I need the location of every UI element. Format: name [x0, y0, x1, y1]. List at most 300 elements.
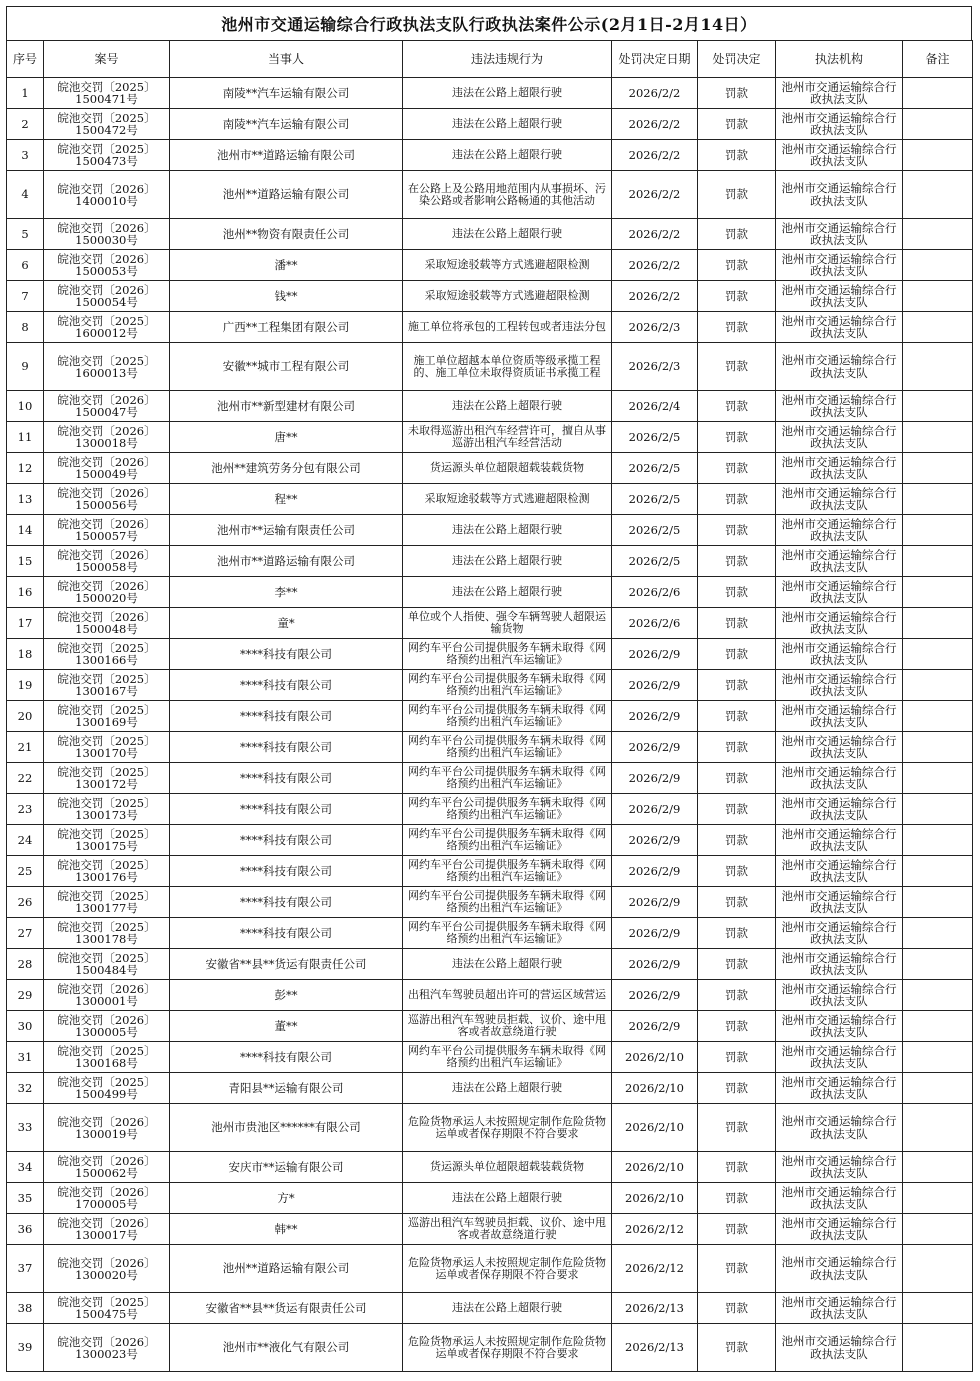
cell-date: 2026/2/9 [612, 732, 698, 763]
cell-violation: 危险货物承运人未按照规定制作危险货物运单或者保存期限不符合要求 [403, 1245, 612, 1293]
cell-party: 池州市**道路运输有限公司 [170, 546, 403, 577]
cell-case-no: 皖池交罚〔2025〕1300177号 [44, 887, 170, 918]
cell-agency: 池州市交通运输综合行政执法支队 [776, 825, 903, 856]
cell-note [903, 825, 973, 856]
cell-agency: 池州市交通运输综合行政执法支队 [776, 856, 903, 887]
cell-violation: 未取得巡游出租汽车经营许可，擅自从事巡游出租汽车经营活动 [403, 422, 612, 453]
cell-party: 李** [170, 577, 403, 608]
cell-date: 2026/2/9 [612, 825, 698, 856]
cell-party: 安徽省**县**货运有限责任公司 [170, 1293, 403, 1324]
cell-seq: 19 [7, 670, 44, 701]
cell-date: 2026/2/13 [612, 1324, 698, 1372]
cell-agency: 池州市交通运输综合行政执法支队 [776, 515, 903, 546]
cell-case-no: 皖池交罚〔2026〕1300020号 [44, 1245, 170, 1293]
cell-violation: 货运源头单位超限超载装载货物 [403, 453, 612, 484]
cell-seq: 6 [7, 250, 44, 281]
table-row [7, 1104, 973, 1152]
cell-note [903, 1324, 973, 1372]
cell-agency: 池州市交通运输综合行政执法支队 [776, 918, 903, 949]
cell-date: 2026/2/9 [612, 639, 698, 670]
cell-note [903, 1042, 973, 1073]
cell-agency: 池州市交通运输综合行政执法支队 [776, 484, 903, 515]
cell-note [903, 391, 973, 422]
cell-date: 2026/2/6 [612, 608, 698, 639]
header-row [7, 41, 973, 78]
cell-decision: 罚款 [698, 949, 776, 980]
cell-note [903, 140, 973, 171]
cell-date: 2026/2/9 [612, 856, 698, 887]
cell-decision: 罚款 [698, 109, 776, 140]
cell-seq: 22 [7, 763, 44, 794]
table-row [7, 763, 973, 794]
cell-date: 2026/2/9 [612, 1011, 698, 1042]
cell-violation: 违法在公路上超限行驶 [403, 219, 612, 250]
cell-decision: 罚款 [698, 1293, 776, 1324]
cell-case-no: 皖池交罚〔2025〕1500499号 [44, 1073, 170, 1104]
cell-decision: 罚款 [698, 1011, 776, 1042]
cell-violation: 违法在公路上超限行驶 [403, 546, 612, 577]
cell-violation: 违法在公路上超限行驶 [403, 577, 612, 608]
table-row [7, 1152, 973, 1183]
cell-party: 潘** [170, 250, 403, 281]
cell-date: 2026/2/10 [612, 1152, 698, 1183]
table-row [7, 949, 973, 980]
cell-date: 2026/2/5 [612, 484, 698, 515]
header-violation: 违法违规行为 [403, 41, 612, 78]
cell-date: 2026/2/12 [612, 1245, 698, 1293]
cell-agency: 池州市交通运输综合行政执法支队 [776, 1214, 903, 1245]
cell-note [903, 546, 973, 577]
cell-seq: 39 [7, 1324, 44, 1372]
cell-case-no: 皖池交罚〔2025〕1300167号 [44, 670, 170, 701]
cell-seq: 2 [7, 109, 44, 140]
cell-note [903, 343, 973, 391]
cell-case-no: 皖池交罚〔2026〕1400010号 [44, 171, 170, 219]
cell-party: 池州市**液化气有限公司 [170, 1324, 403, 1372]
table-row [7, 171, 973, 219]
cell-note [903, 78, 973, 109]
cell-case-no: 皖池交罚〔2026〕1300001号 [44, 980, 170, 1011]
cell-agency: 池州市交通运输综合行政执法支队 [776, 1293, 903, 1324]
cell-decision: 罚款 [698, 281, 776, 312]
cell-case-no: 皖池交罚〔2026〕1500047号 [44, 391, 170, 422]
cell-agency: 池州市交通运输综合行政执法支队 [776, 1104, 903, 1152]
table-row [7, 219, 973, 250]
cell-violation: 网约车平台公司提供服务车辆未取得《网络预约出租汽车运输证》 [403, 1042, 612, 1073]
table-row [7, 887, 973, 918]
cell-date: 2026/2/10 [612, 1042, 698, 1073]
cell-date: 2026/2/9 [612, 949, 698, 980]
cell-party: ****科技有限公司 [170, 639, 403, 670]
cell-case-no: 皖池交罚〔2025〕1300166号 [44, 639, 170, 670]
cell-case-no: 皖池交罚〔2026〕1500054号 [44, 281, 170, 312]
cell-note [903, 856, 973, 887]
cell-agency: 池州市交通运输综合行政执法支队 [776, 1152, 903, 1183]
cell-case-no: 皖池交罚〔2025〕1300175号 [44, 825, 170, 856]
header-seq: 序号 [7, 41, 44, 78]
cell-decision: 罚款 [698, 1214, 776, 1245]
cell-party: 安庆市**运输有限公司 [170, 1152, 403, 1183]
table-row [7, 794, 973, 825]
cell-case-no: 皖池交罚〔2026〕1300005号 [44, 1011, 170, 1042]
cell-party: 南陵**汽车运输有限公司 [170, 78, 403, 109]
cell-party: ****科技有限公司 [170, 732, 403, 763]
cell-decision: 罚款 [698, 140, 776, 171]
cell-party: 董** [170, 1011, 403, 1042]
cell-decision: 罚款 [698, 701, 776, 732]
cell-agency: 池州市交通运输综合行政执法支队 [776, 763, 903, 794]
table-row [7, 422, 973, 453]
cell-seq: 31 [7, 1042, 44, 1073]
cell-note [903, 422, 973, 453]
cell-seq: 25 [7, 856, 44, 887]
cell-decision: 罚款 [698, 312, 776, 343]
cell-agency: 池州市交通运输综合行政执法支队 [776, 949, 903, 980]
cell-decision: 罚款 [698, 918, 776, 949]
cell-date: 2026/2/2 [612, 109, 698, 140]
cell-date: 2026/2/5 [612, 422, 698, 453]
cell-note [903, 794, 973, 825]
cell-party: ****科技有限公司 [170, 856, 403, 887]
cell-seq: 26 [7, 887, 44, 918]
cell-note [903, 484, 973, 515]
table-row [7, 250, 973, 281]
cell-note [903, 1245, 973, 1293]
cell-seq: 12 [7, 453, 44, 484]
cell-note [903, 1152, 973, 1183]
cell-note [903, 1293, 973, 1324]
cell-decision: 罚款 [698, 980, 776, 1011]
header-party: 当事人 [170, 41, 403, 78]
cell-agency: 池州市交通运输综合行政执法支队 [776, 343, 903, 391]
cell-note [903, 219, 973, 250]
cell-note [903, 670, 973, 701]
cell-case-no: 皖池交罚〔2025〕1300178号 [44, 918, 170, 949]
cell-note [903, 918, 973, 949]
cell-note [903, 250, 973, 281]
cell-party: 彭** [170, 980, 403, 1011]
cell-seq: 30 [7, 1011, 44, 1042]
cell-note [903, 608, 973, 639]
cell-case-no: 皖池交罚〔2026〕1500020号 [44, 577, 170, 608]
cell-case-no: 皖池交罚〔2025〕1500475号 [44, 1293, 170, 1324]
cell-date: 2026/2/9 [612, 701, 698, 732]
cell-seq: 4 [7, 171, 44, 219]
cell-seq: 24 [7, 825, 44, 856]
cell-agency: 池州市交通运输综合行政执法支队 [776, 1324, 903, 1372]
cell-seq: 1 [7, 78, 44, 109]
cell-date: 2026/2/9 [612, 887, 698, 918]
case-table [6, 40, 973, 1372]
cell-party: 池州市**道路运输有限公司 [170, 140, 403, 171]
cell-party: 池州市贵池区******有限公司 [170, 1104, 403, 1152]
cell-party: 童* [170, 608, 403, 639]
cell-seq: 37 [7, 1245, 44, 1293]
cell-violation: 违法在公路上超限行驶 [403, 140, 612, 171]
cell-note [903, 1104, 973, 1152]
cell-note [903, 577, 973, 608]
cell-agency: 池州市交通运输综合行政执法支队 [776, 171, 903, 219]
cell-seq: 38 [7, 1293, 44, 1324]
cell-decision: 罚款 [698, 1324, 776, 1372]
cell-seq: 13 [7, 484, 44, 515]
cell-date: 2026/2/5 [612, 453, 698, 484]
cell-violation: 违法在公路上超限行驶 [403, 515, 612, 546]
cell-agency: 池州市交通运输综合行政执法支队 [776, 980, 903, 1011]
cell-party: 池州**物资有限责任公司 [170, 219, 403, 250]
cell-decision: 罚款 [698, 546, 776, 577]
cell-case-no: 皖池交罚〔2025〕1300170号 [44, 732, 170, 763]
table-row [7, 639, 973, 670]
cell-case-no: 皖池交罚〔2026〕1500056号 [44, 484, 170, 515]
cell-decision: 罚款 [698, 1104, 776, 1152]
cell-decision: 罚款 [698, 250, 776, 281]
table-row [7, 918, 973, 949]
cell-case-no: 皖池交罚〔2026〕1500053号 [44, 250, 170, 281]
cell-note [903, 1183, 973, 1214]
cell-case-no: 皖池交罚〔2025〕1500471号 [44, 78, 170, 109]
cell-agency: 池州市交通运输综合行政执法支队 [776, 219, 903, 250]
table-row [7, 515, 973, 546]
cell-seq: 3 [7, 140, 44, 171]
cell-date: 2026/2/10 [612, 1183, 698, 1214]
table-row [7, 391, 973, 422]
cell-party: 池州市**运输有限责任公司 [170, 515, 403, 546]
cell-agency: 池州市交通运输综合行政执法支队 [776, 250, 903, 281]
cell-party: 方* [170, 1183, 403, 1214]
cell-seq: 32 [7, 1073, 44, 1104]
cell-violation: 出租汽车驾驶员超出许可的营运区域营运 [403, 980, 612, 1011]
cell-party: 青阳县**运输有限公司 [170, 1073, 403, 1104]
document-page [6, 6, 972, 1372]
table-row [7, 670, 973, 701]
cell-party: ****科技有限公司 [170, 825, 403, 856]
cell-agency: 池州市交通运输综合行政执法支队 [776, 140, 903, 171]
cell-decision: 罚款 [698, 171, 776, 219]
cell-seq: 5 [7, 219, 44, 250]
table-row [7, 1011, 973, 1042]
cell-violation: 违法在公路上超限行驶 [403, 391, 612, 422]
cell-case-no: 皖池交罚〔2026〕1500062号 [44, 1152, 170, 1183]
cell-date: 2026/2/5 [612, 546, 698, 577]
cell-case-no: 皖池交罚〔2025〕1500472号 [44, 109, 170, 140]
cell-violation: 网约车平台公司提供服务车辆未取得《网络预约出租汽车运输证》 [403, 701, 612, 732]
cell-date: 2026/2/9 [612, 670, 698, 701]
cell-note [903, 453, 973, 484]
cell-violation: 危险货物承运人未按照规定制作危险货物运单或者保存期限不符合要求 [403, 1104, 612, 1152]
cell-party: 程** [170, 484, 403, 515]
cell-party: 池州市**新型建材有限公司 [170, 391, 403, 422]
cell-party: 唐** [170, 422, 403, 453]
cell-violation: 违法在公路上超限行驶 [403, 109, 612, 140]
cell-agency: 池州市交通运输综合行政执法支队 [776, 1245, 903, 1293]
cell-case-no: 皖池交罚〔2026〕1300017号 [44, 1214, 170, 1245]
cell-seq: 18 [7, 639, 44, 670]
cell-decision: 罚款 [698, 1042, 776, 1073]
cell-case-no: 皖池交罚〔2026〕1500049号 [44, 453, 170, 484]
table-row [7, 825, 973, 856]
cell-note [903, 887, 973, 918]
cell-date: 2026/2/2 [612, 140, 698, 171]
header-note: 备注 [903, 41, 973, 78]
cell-seq: 28 [7, 949, 44, 980]
cell-note [903, 109, 973, 140]
cell-agency: 池州市交通运输综合行政执法支队 [776, 1042, 903, 1073]
cell-date: 2026/2/9 [612, 794, 698, 825]
cell-date: 2026/2/6 [612, 577, 698, 608]
cell-note [903, 949, 973, 980]
cell-date: 2026/2/3 [612, 343, 698, 391]
cell-note [903, 980, 973, 1011]
page-title: 池州市交通运输综合行政执法支队行政执法案件公示(2月1日-2月14日） [6, 6, 972, 40]
cell-violation: 网约车平台公司提供服务车辆未取得《网络预约出租汽车运输证》 [403, 763, 612, 794]
cell-decision: 罚款 [698, 1183, 776, 1214]
cell-date: 2026/2/9 [612, 918, 698, 949]
cell-seq: 29 [7, 980, 44, 1011]
cell-decision: 罚款 [698, 1152, 776, 1183]
cell-decision: 罚款 [698, 577, 776, 608]
cell-case-no: 皖池交罚〔2026〕1300019号 [44, 1104, 170, 1152]
cell-violation: 网约车平台公司提供服务车辆未取得《网络预约出租汽车运输证》 [403, 732, 612, 763]
cell-date: 2026/2/5 [612, 515, 698, 546]
table-row [7, 701, 973, 732]
cell-decision: 罚款 [698, 422, 776, 453]
cell-agency: 池州市交通运输综合行政执法支队 [776, 701, 903, 732]
cell-decision: 罚款 [698, 484, 776, 515]
cell-party: 池州**道路运输有限公司 [170, 171, 403, 219]
cell-decision: 罚款 [698, 343, 776, 391]
cell-decision: 罚款 [698, 1245, 776, 1293]
cell-violation: 网约车平台公司提供服务车辆未取得《网络预约出租汽车运输证》 [403, 639, 612, 670]
cell-violation: 采取短途驳载等方式逃避超限检测 [403, 281, 612, 312]
cell-date: 2026/2/2 [612, 281, 698, 312]
cell-violation: 采取短途驳载等方式逃避超限检测 [403, 484, 612, 515]
table-row [7, 1324, 973, 1372]
cell-violation: 货运源头单位超限超载装载货物 [403, 1152, 612, 1183]
table-row [7, 856, 973, 887]
cell-violation: 网约车平台公司提供服务车辆未取得《网络预约出租汽车运输证》 [403, 887, 612, 918]
cell-party: 韩** [170, 1214, 403, 1245]
table-row [7, 109, 973, 140]
table-row [7, 78, 973, 109]
table-row [7, 1214, 973, 1245]
cell-seq: 16 [7, 577, 44, 608]
cell-seq: 23 [7, 794, 44, 825]
cell-party: ****科技有限公司 [170, 887, 403, 918]
cell-party: ****科技有限公司 [170, 794, 403, 825]
cell-case-no: 皖池交罚〔2026〕1500030号 [44, 219, 170, 250]
table-row [7, 1245, 973, 1293]
cell-agency: 池州市交通运输综合行政执法支队 [776, 577, 903, 608]
cell-case-no: 皖池交罚〔2025〕1300172号 [44, 763, 170, 794]
cell-party: 钱** [170, 281, 403, 312]
cell-agency: 池州市交通运输综合行政执法支队 [776, 109, 903, 140]
cell-date: 2026/2/2 [612, 171, 698, 219]
cell-seq: 36 [7, 1214, 44, 1245]
cell-agency: 池州市交通运输综合行政执法支队 [776, 312, 903, 343]
cell-seq: 27 [7, 918, 44, 949]
cell-note [903, 515, 973, 546]
cell-decision: 罚款 [698, 391, 776, 422]
cell-violation: 施工单位将承包的工程转包或者违法分包 [403, 312, 612, 343]
cell-case-no: 皖池交罚〔2026〕1700005号 [44, 1183, 170, 1214]
cell-case-no: 皖池交罚〔2025〕1300168号 [44, 1042, 170, 1073]
cell-seq: 9 [7, 343, 44, 391]
cell-date: 2026/2/3 [612, 312, 698, 343]
cell-decision: 罚款 [698, 219, 776, 250]
table-row [7, 1073, 973, 1104]
cell-case-no: 皖池交罚〔2026〕1500058号 [44, 546, 170, 577]
table-row [7, 732, 973, 763]
cell-agency: 池州市交通运输综合行政执法支队 [776, 1183, 903, 1214]
table-row [7, 453, 973, 484]
cell-case-no: 皖池交罚〔2025〕1300173号 [44, 794, 170, 825]
cell-agency: 池州市交通运输综合行政执法支队 [776, 546, 903, 577]
cell-party: ****科技有限公司 [170, 918, 403, 949]
cell-date: 2026/2/4 [612, 391, 698, 422]
cell-seq: 33 [7, 1104, 44, 1152]
cell-violation: 网约车平台公司提供服务车辆未取得《网络预约出租汽车运输证》 [403, 918, 612, 949]
table-row [7, 980, 973, 1011]
header-decision: 处罚决定 [698, 41, 776, 78]
cell-party: 广西**工程集团有限公司 [170, 312, 403, 343]
cell-case-no: 皖池交罚〔2026〕1300023号 [44, 1324, 170, 1372]
cell-violation: 单位或个人指使、强令车辆驾驶人超限运输货物 [403, 608, 612, 639]
cell-case-no: 皖池交罚〔2026〕1500057号 [44, 515, 170, 546]
cell-decision: 罚款 [698, 887, 776, 918]
cell-case-no: 皖池交罚〔2025〕1300176号 [44, 856, 170, 887]
cell-decision: 罚款 [698, 453, 776, 484]
cell-seq: 34 [7, 1152, 44, 1183]
cell-party: 安徽**城市工程有限公司 [170, 343, 403, 391]
cell-agency: 池州市交通运输综合行政执法支队 [776, 78, 903, 109]
cell-agency: 池州市交通运输综合行政执法支队 [776, 670, 903, 701]
cell-seq: 11 [7, 422, 44, 453]
cell-violation: 巡游出租汽车驾驶员拒载、议价、途中甩客或者故意绕道行驶 [403, 1214, 612, 1245]
cell-note [903, 639, 973, 670]
table-row [7, 343, 973, 391]
table-row [7, 1293, 973, 1324]
table-row [7, 1042, 973, 1073]
cell-agency: 池州市交通运输综合行政执法支队 [776, 422, 903, 453]
cell-party: ****科技有限公司 [170, 701, 403, 732]
header-agency: 执法机构 [776, 41, 903, 78]
cell-agency: 池州市交通运输综合行政执法支队 [776, 1011, 903, 1042]
cell-agency: 池州市交通运输综合行政执法支队 [776, 732, 903, 763]
cell-note [903, 171, 973, 219]
cell-decision: 罚款 [698, 794, 776, 825]
cell-party: 池州**道路运输有限公司 [170, 1245, 403, 1293]
cell-party: 池州**建筑劳务分包有限公司 [170, 453, 403, 484]
cell-agency: 池州市交通运输综合行政执法支队 [776, 794, 903, 825]
cell-seq: 10 [7, 391, 44, 422]
cell-seq: 17 [7, 608, 44, 639]
cell-date: 2026/2/10 [612, 1104, 698, 1152]
cell-seq: 7 [7, 281, 44, 312]
table-row [7, 577, 973, 608]
cell-case-no: 皖池交罚〔2025〕1300169号 [44, 701, 170, 732]
cell-agency: 池州市交通运输综合行政执法支队 [776, 391, 903, 422]
cell-agency: 池州市交通运输综合行政执法支队 [776, 281, 903, 312]
cell-decision: 罚款 [698, 670, 776, 701]
cell-violation: 违法在公路上超限行驶 [403, 1073, 612, 1104]
cell-note [903, 701, 973, 732]
cell-party: ****科技有限公司 [170, 670, 403, 701]
cell-decision: 罚款 [698, 732, 776, 763]
table-row [7, 312, 973, 343]
cell-party: ****科技有限公司 [170, 1042, 403, 1073]
cell-decision: 罚款 [698, 763, 776, 794]
